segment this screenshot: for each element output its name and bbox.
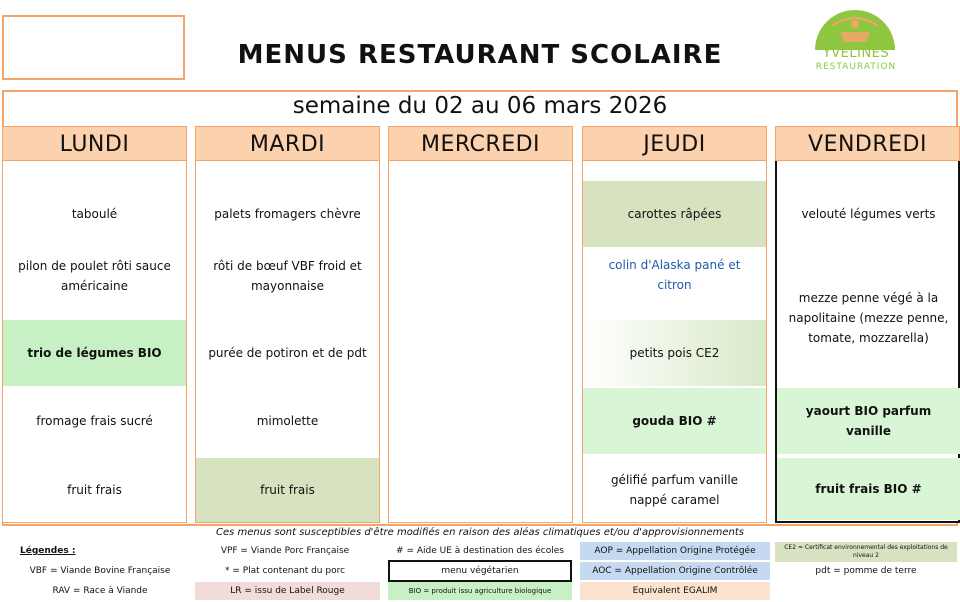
legend-porc: * = Plat contenant du porc: [224, 566, 346, 576]
day-header-vendredi: VENDREDI: [775, 126, 960, 161]
legend-ue: # = Aide UE à destination des écoles: [396, 546, 564, 556]
legend-vegetarian: menu végétarien: [388, 560, 572, 582]
page-title: MENUS RESTAURANT SCOLAIRE: [237, 40, 723, 70]
menu-item-dessert: fruit frais BIO #: [777, 458, 960, 520]
menu-item-starter: carottes râpées: [583, 181, 766, 247]
legend-label-rouge: LR = issu de Label Rouge: [195, 582, 380, 600]
menu-item-main: colin d'Alaska pané et citron: [608, 258, 741, 292]
menu-item-dessert: fruit frais: [196, 458, 379, 522]
legend-title: Légendes :: [20, 546, 76, 556]
day-column-mercredi: [388, 126, 573, 523]
brand-name: YVELINES: [822, 46, 890, 61]
legend-aoc: AOC = Appellation Origine Contrôlée: [580, 562, 770, 580]
brand-subtitle: RESTAURATION: [815, 62, 897, 72]
legend-aop: AOP = Appellation Origine Protégée: [580, 542, 770, 560]
menu-item-main: rôti de bœuf VBF froid et mayonnaise: [213, 259, 362, 293]
menu-item-dairy: fromage frais sucré: [36, 414, 153, 428]
menu-item-side: petits pois CE2: [583, 320, 766, 386]
legend-egalim: Equivalent EGALIM: [580, 582, 770, 600]
legend-vpf: VPF = Viande Porc Française: [220, 546, 350, 556]
day-header-mardi: MARDI: [195, 126, 380, 161]
day-header-lundi: LUNDI: [2, 126, 187, 161]
menu-item-dairy: gouda BIO #: [583, 388, 766, 454]
menu-item-side: trio de légumes BIO: [3, 320, 186, 386]
menu-item-main: pilon de poulet rôti sauce américaine: [18, 259, 171, 293]
legend-pdt: pdt = pomme de terre: [815, 566, 917, 576]
logo-placeholder: [2, 15, 185, 80]
legend-ce2: CE2 = Certificat environnemental des exploitations de niveau 2: [775, 542, 957, 562]
menu-item-starter: taboulé: [71, 207, 118, 221]
menu-item-dessert: gélifié parfum vanille nappé caramel: [610, 473, 739, 507]
menu-item-dessert: fruit frais: [67, 483, 122, 497]
menu-item-side: purée de potiron et de pdt: [208, 346, 367, 360]
day-header-mercredi: MERCREDI: [388, 126, 573, 161]
menu-item-starter: palets fromagers chèvre: [214, 207, 361, 221]
legend-rav: RAV = Race à Viande: [52, 586, 148, 596]
menu-item-dairy: mimolette: [256, 414, 319, 428]
menu-item-main: mezze penne végé à la napolitaine (mezze penne, tomate, mozzarella): [788, 291, 949, 345]
day-header-jeudi: JEUDI: [582, 126, 767, 161]
menu-item-dairy: yaourt BIO parfum vanille: [777, 388, 960, 454]
week-title: semaine du 02 au 06 mars 2026: [292, 93, 668, 119]
menu-item-starter: velouté légumes verts: [801, 207, 936, 221]
disclaimer-text: Ces menus sont susceptibles d'être modifiés en raison des aléas climatiques et/ou d'approvisionnements: [215, 527, 745, 538]
legend-bio: BIO = produit issu agriculture biologique: [388, 582, 572, 600]
legend-vbf: VBF = Viande Bovine Française: [29, 566, 171, 576]
